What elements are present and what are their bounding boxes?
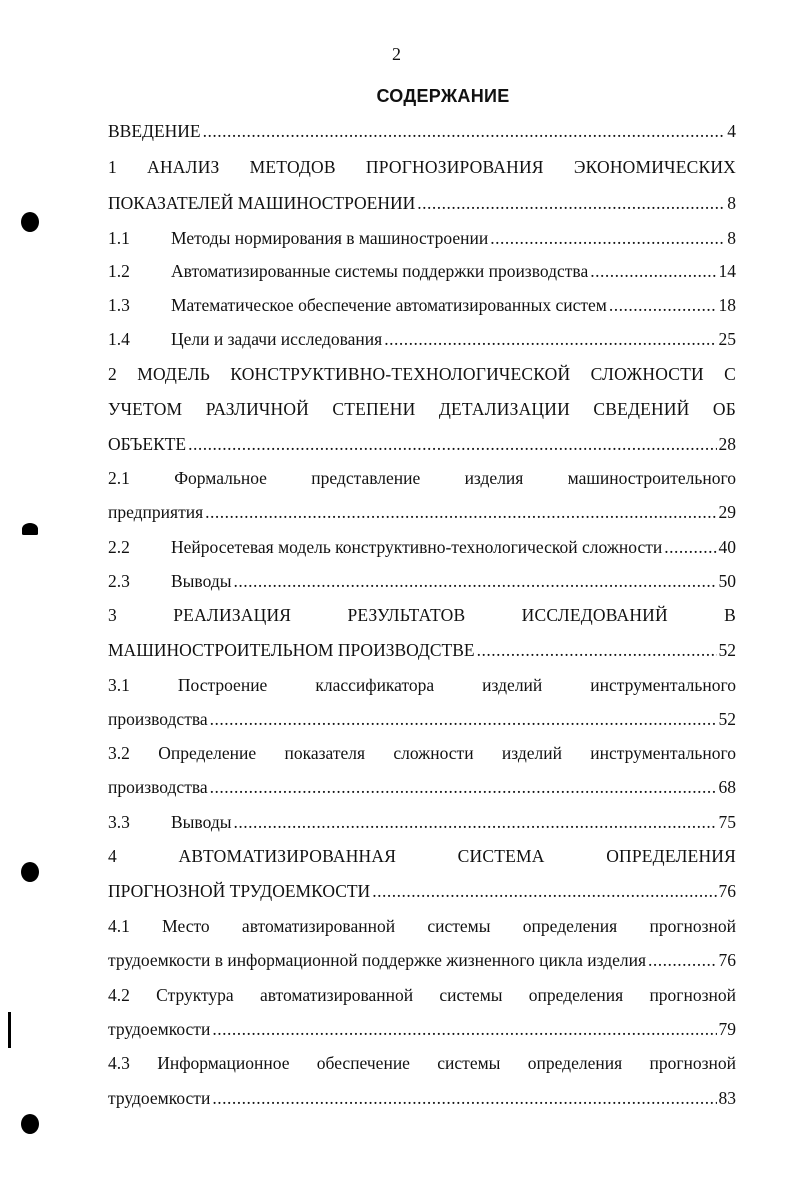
toc-entry-title: ПРОГНОЗНОЙ ТРУДОЕМКОСТИ [108,881,371,901]
toc-entry-title: Методы нормирования в машиностроении [171,228,489,248]
toc-entry-4-3-cont [108,1086,736,1110]
toc-entry-page: 4 [727,121,736,141]
toc-entry-title: трудоемкости в информационной поддержке жизненного цикла изделия [108,950,647,970]
toc-entry-title: Информационное обеспечение системы определения прогнозной [157,1053,737,1073]
toc-entry-number: 4.3 [108,1053,130,1073]
page-title: СОДЕРЖАНИЕ [376,86,510,106]
toc-entry-page: 83 [718,1088,736,1108]
toc-entry-number: 1.4 [108,329,130,349]
toc-entry-number: 2.3 [108,571,130,591]
toc-entry-3-3 [108,810,736,834]
toc-entry-page: 52 [718,640,736,660]
toc-entry-section-4 [108,844,736,868]
toc-entry-section-1 [108,155,736,179]
scan-edge-mark [8,1012,11,1048]
toc-entry-title: МАШИНОСТРОИТЕЛЬНОМ ПРОИЗВОДСТВЕ [108,640,475,660]
toc-entry-title: Нейросетевая модель конструктивно-технологической сложности [171,537,663,557]
toc-entry-3-1-cont [108,707,736,731]
toc-entry-number: 1.3 [108,295,130,315]
toc-entry-number: 2.1 [108,468,130,488]
toc-entry-title: предприятия [108,502,204,522]
toc-entry-title: трудоемкости [108,1088,211,1108]
toc-entry-title: УЧЕТОМ РАЗЛИЧНОЙ СТЕПЕНИ ДЕТАЛИЗАЦИИ СВЕДЕНИЙ ОБ [108,399,736,419]
toc-entry-page: 14 [718,261,736,281]
toc-entry-number: 3 [108,605,117,625]
toc-entry-4-3 [108,1051,736,1075]
toc-entry-page: 8 [727,228,736,248]
toc-entry-page: 40 [718,537,736,557]
toc-entry-1-2 [108,259,736,283]
toc-entry-number: 3.1 [108,675,130,695]
toc-entry-1-3 [108,293,736,317]
toc-entry-1-4 [108,327,736,351]
toc-entry-section-3 [108,603,736,627]
toc-entry-section-1-cont [108,191,736,215]
toc-entry-3-2 [108,741,736,765]
toc-entry-number: 3.3 [108,812,130,832]
toc-entry-number: 4.2 [108,985,130,1005]
toc-entry-page: 76 [718,881,736,901]
toc-entry-page: 79 [718,1019,736,1039]
toc-entry-2-3 [108,569,736,593]
toc-entry-number: 4 [108,846,117,866]
toc-entry-title: АВТОМАТИЗИРОВАННАЯ СИСТЕМА ОПРЕДЕЛЕНИЯ [178,846,736,866]
toc-entry-4-1-cont [108,948,736,972]
toc-entry-2-2 [108,535,736,559]
punch-hole-mark [21,862,39,882]
punch-hole-mark [22,523,38,535]
toc-entry-page: 25 [718,329,736,349]
toc-entry-title: Структура автоматизированной системы определения прогнозной [156,985,736,1005]
toc-entry-1-1 [108,226,736,250]
toc-entry-title: МОДЕЛЬ КОНСТРУКТИВНО-ТЕХНОЛОГИЧЕСКОЙ СЛОЖНОСТИ С [137,364,736,384]
toc-entry-title: АНАЛИЗ МЕТОДОВ ПРОГНОЗИРОВАНИЯ ЭКОНОМИЧЕСКИХ [147,157,737,177]
toc-entry-title: Выводы [171,812,232,832]
toc-entry-title: Цели и задачи исследования [171,329,383,349]
punch-hole-mark [21,1114,39,1134]
toc-entry-4-1 [108,914,736,938]
toc-entry-title: трудоемкости [108,1019,211,1039]
toc-entry-number: 4.1 [108,916,130,936]
toc-entry-page: 50 [718,571,736,591]
toc-entry-page: 76 [718,950,736,970]
toc-entry-page: 52 [718,709,736,729]
toc-entry-section-3-cont [108,638,736,662]
toc-entry-number: 2.2 [108,537,130,557]
toc-entry-title: Место автоматизированной системы определения прогнозной [162,916,736,936]
toc-entry-number: 1.1 [108,228,130,248]
toc-entry-page: 29 [718,502,736,522]
toc-entry-title: Формальное представление изделия машиностроительного [174,468,737,488]
toc-entry-4-2-cont [108,1017,736,1041]
toc-entry-number: 3.2 [108,743,130,763]
toc-entry-2-1 [108,466,736,490]
toc-entry-title: ОБЪЕКТЕ [108,434,187,454]
toc-entry-3-2-cont [108,775,736,799]
page-number: 2 [392,44,401,64]
toc-entry-2-1-cont [108,500,736,524]
toc-entry-title: производства [108,777,208,797]
toc-entry-title: Математическое обеспечение автоматизированных систем [171,295,607,315]
toc-entry-title: Автоматизированные системы поддержки производства [171,261,589,281]
toc-entry-number: 1 [108,157,117,177]
toc-entry-title: Определение показателя сложности изделий инструментального [158,743,737,763]
toc-entry-section-2-end [108,432,736,456]
toc-entry-title: производства [108,709,208,729]
toc-entry-page: 8 [727,193,736,213]
toc-entry-title: Выводы [171,571,232,591]
toc-entry-section-2 [108,362,736,386]
toc-entry-number: 1.2 [108,261,130,281]
toc-entry-3-1 [108,673,736,697]
toc-entry-page: 18 [718,295,736,315]
toc-entry-4-2 [108,983,736,1007]
toc-entry-title: Построение классификатора изделий инструментального [177,675,736,695]
toc-entry-section-4-cont [108,879,736,903]
toc-entry-section-2-cont [108,397,736,421]
toc-entry-intro [108,119,736,143]
toc-entry-title: РЕАЛИЗАЦИЯ РЕЗУЛЬТАТОВ ИССЛЕДОВАНИЙ В [173,605,736,625]
toc-entry-page: 28 [718,434,736,454]
punch-hole-mark [21,212,39,232]
toc-entry-title: ВВЕДЕНИЕ [108,121,201,141]
toc-entry-number: 2 [108,364,117,384]
toc-entry-page: 75 [718,812,736,832]
toc-entry-page: 68 [718,777,736,797]
toc-entry-title: ПОКАЗАТЕЛЕЙ МАШИНОСТРОЕНИИ [108,193,416,213]
